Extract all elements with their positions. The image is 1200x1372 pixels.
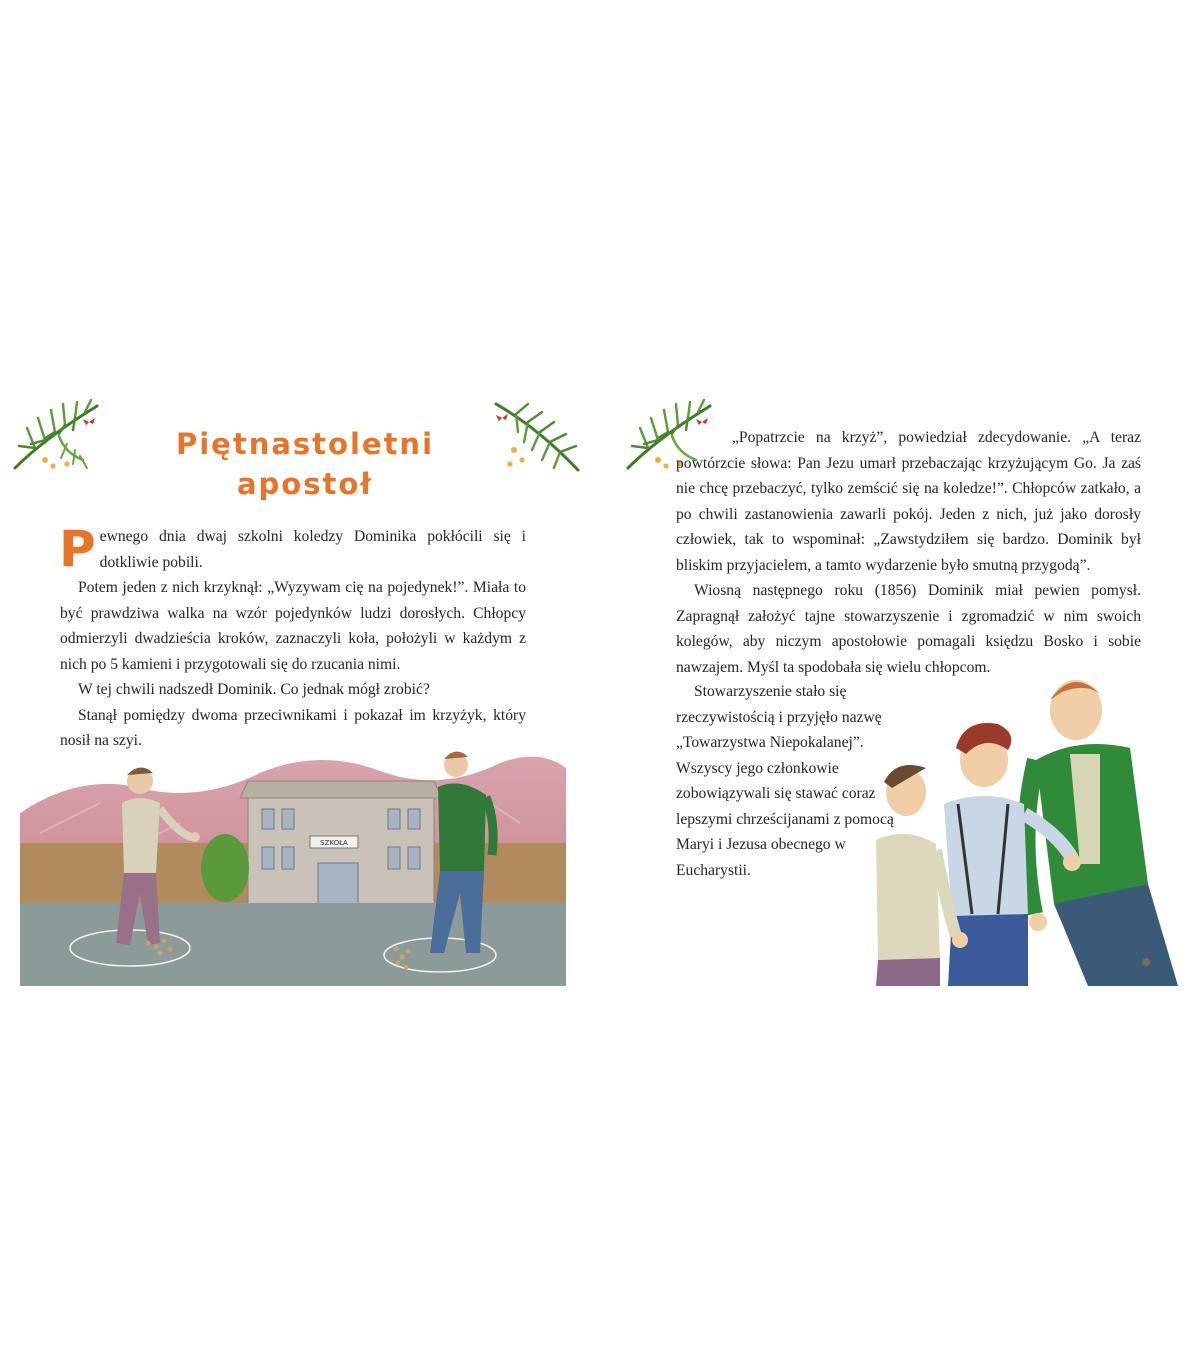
boys-illustration xyxy=(848,664,1200,986)
paragraph: W tej chwili nadszedł Dominik. Co jednak mógł zrobić? xyxy=(78,681,430,698)
paragraph: Potem jeden z nich krzyknął: „Wyzywam cię na pojedynek!”. Miała to być prawdziwa walka na wzór pojedynków ludzi dorosłych. Chłopcy odmierzyli dwadzieścia kroków, zaznaczyli koła, położyli w każdym z nich po 5 kamieni i przygotowali się do rzucania nimi. xyxy=(60,579,526,673)
pine-sprig-icon xyxy=(5,398,105,474)
chapter-title xyxy=(150,424,460,504)
drop-cap: P xyxy=(59,520,96,578)
right-body-text xyxy=(676,425,1141,680)
title-line-2: apostoł xyxy=(236,467,374,501)
school-building xyxy=(240,781,442,907)
paragraph: Wiosną następnego roku (1856) Dominik miał pewien pomysł. Zapragnął założyć tajne stowarzyszenie i zgromadzić w nim swoich kolegów, aby niczym apostołowie pomagali księdzu Bosko i sobie nawzajem. Myśl ta spodobała się wielu chłopcom. xyxy=(676,582,1141,676)
paragraph: Stowarzyszenie stało się rzeczywistością i przyjęło nazwę „Towarzystwa Niepokalanej”. Wszyscy jego członkowie zobowiązywali się stawać coraz lepszymi chrześcijanami z pomocą Maryi i Jezusa obecnego w Eucharystii. xyxy=(676,683,894,879)
paragraph: Stanął pomiędzy dwoma przeciwnikami i pokazał im krzyżyk, który nosił na szyi. xyxy=(60,706,526,749)
paragraph: „Popatrzcie na krzyż”, powiedział zdecydowanie. „A teraz powtórzcie słowa: Pan Jezu umarł przebaczając krzyżującym Go. Ja zaś nie chcę przebaczyć, tylko zemścić się na koledze!”. Chłopców zatkało, a po chwili zastanowienia zawarli pokój. Jeden z nich, już jako dorosły człowiek, tak to wspominał: „Zawstydziłem się bardzo. Dominik był bliskim przyjacielem, a tamto wydarzenie było smutną przygodą”. xyxy=(676,429,1141,574)
pine-sprig-icon xyxy=(488,398,588,474)
left-body-text xyxy=(59,520,526,754)
paragraph xyxy=(59,520,526,578)
duel-illustration xyxy=(20,743,566,986)
paragraph-text: ewnego dnia dwaj szkolni koledzy Dominika pokłócili się i dotkliwie pobili. xyxy=(99,528,526,571)
title-line-1: Piętnastoletni xyxy=(175,427,435,461)
right-page xyxy=(600,0,1200,1372)
school-sign-text: SZKOŁA xyxy=(320,839,348,847)
